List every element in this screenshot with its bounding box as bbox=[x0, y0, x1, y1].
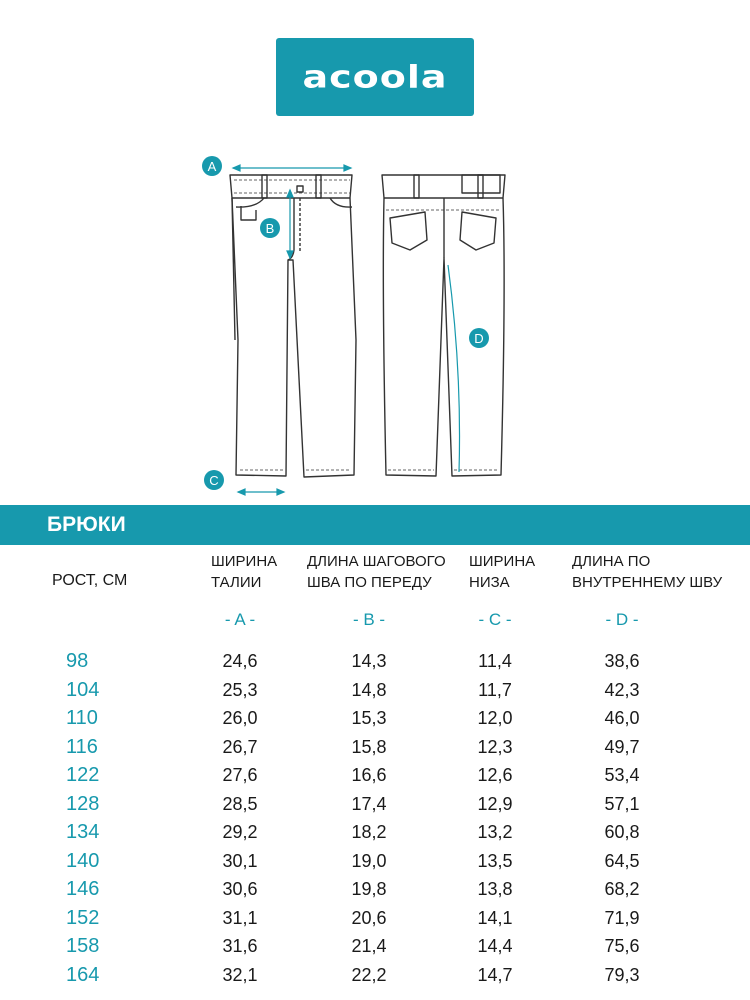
cell-size: 128 bbox=[66, 792, 100, 815]
cell-size: 134 bbox=[66, 821, 100, 843]
pants-back-view bbox=[382, 175, 505, 476]
pants-illustration bbox=[0, 140, 750, 500]
brand-logo-text: acoola bbox=[302, 58, 448, 96]
cell-a: 31,6 bbox=[222, 936, 258, 956]
cell-d: 46,0 bbox=[604, 708, 640, 728]
cell-size: 152 bbox=[66, 906, 100, 929]
cell-b: 16,6 bbox=[351, 765, 387, 785]
cell-c: 12,0 bbox=[477, 708, 513, 728]
section-banner bbox=[0, 505, 750, 545]
cell-a: 26,7 bbox=[222, 736, 258, 757]
cell-d: 57,1 bbox=[604, 793, 640, 814]
table-row bbox=[0, 648, 750, 677]
cell-size: 146 bbox=[66, 878, 100, 900]
pants-front-view bbox=[230, 175, 356, 477]
cell-c: 14,4 bbox=[477, 936, 513, 956]
cell-b: 20,6 bbox=[351, 907, 387, 928]
letter-d: - D - bbox=[605, 610, 639, 629]
marker-b-icon bbox=[260, 218, 280, 238]
cell-c: 13,5 bbox=[477, 850, 513, 871]
cell-d: 38,6 bbox=[604, 651, 640, 671]
cell-b: 21,4 bbox=[351, 936, 387, 956]
table-row bbox=[0, 933, 750, 962]
cell-d: 79,3 bbox=[604, 964, 640, 985]
section-title: БРЮКИ bbox=[47, 513, 126, 536]
svg-text:A: A bbox=[207, 159, 217, 174]
header-size: РОСТ, СМ bbox=[52, 572, 128, 589]
cell-c: 12,9 bbox=[477, 793, 513, 814]
cell-a: 24,6 bbox=[222, 651, 258, 671]
table-row bbox=[0, 705, 750, 734]
cell-d: 64,5 bbox=[604, 850, 640, 871]
svg-text:C: C bbox=[209, 473, 219, 488]
table-row bbox=[0, 762, 750, 791]
letter-b: - B - bbox=[352, 610, 386, 629]
cell-d: 53,4 bbox=[604, 765, 640, 785]
cell-size: 122 bbox=[66, 764, 100, 786]
cell-c: 12,6 bbox=[477, 765, 513, 785]
cell-c: 13,8 bbox=[477, 879, 513, 899]
brand-logo bbox=[276, 38, 474, 116]
header-inseam-length: ДЛИНА ПО ВНУТРЕННЕМУ ШВУ bbox=[572, 553, 723, 591]
cell-c: 11,4 bbox=[478, 651, 512, 671]
cell-a: 29,2 bbox=[222, 822, 258, 842]
cell-d: 42,3 bbox=[604, 679, 640, 700]
table-row bbox=[0, 791, 750, 820]
cell-d: 71,9 bbox=[604, 907, 640, 928]
marker-a-icon bbox=[202, 156, 222, 176]
svg-text:D: D bbox=[474, 331, 484, 346]
cell-b: 14,8 bbox=[351, 679, 387, 700]
cell-b: 18,2 bbox=[351, 822, 387, 842]
marker-c-icon bbox=[204, 470, 224, 490]
cell-b: 22,2 bbox=[351, 964, 387, 985]
cell-c: 11,7 bbox=[478, 679, 512, 700]
cell-b: 15,8 bbox=[351, 736, 387, 757]
cell-c: 12,3 bbox=[477, 736, 513, 757]
table-row bbox=[0, 677, 750, 706]
letter-c: - C - bbox=[478, 610, 512, 629]
cell-a: 30,1 bbox=[222, 850, 258, 871]
cell-b: 19,0 bbox=[351, 850, 387, 871]
cell-size: 140 bbox=[66, 849, 100, 872]
marker-d-icon bbox=[469, 328, 489, 348]
letter-a: - A - bbox=[224, 610, 256, 629]
header-front-rise: ДЛИНА ШАГОВОГО ШВА ПО ПЕРЕДУ bbox=[307, 553, 446, 591]
cell-a: 26,0 bbox=[222, 708, 258, 728]
cell-d: 68,2 bbox=[604, 879, 640, 899]
cell-size: 116 bbox=[66, 735, 98, 758]
cell-d: 49,7 bbox=[604, 736, 640, 757]
cell-c: 13,2 bbox=[477, 822, 513, 842]
cell-c: 14,7 bbox=[477, 964, 513, 985]
cell-a: 28,5 bbox=[222, 793, 258, 814]
cell-b: 17,4 bbox=[351, 793, 387, 814]
cell-b: 19,8 bbox=[351, 879, 387, 899]
table-row bbox=[0, 905, 750, 934]
cell-a: 30,6 bbox=[222, 879, 258, 899]
cell-a: 25,3 bbox=[222, 679, 258, 700]
cell-d: 75,6 bbox=[604, 936, 640, 956]
cell-size: 98 bbox=[66, 650, 89, 672]
table-row bbox=[0, 848, 750, 877]
header-waist-width: ШИРИНА ТАЛИИ bbox=[211, 553, 278, 591]
table-row bbox=[0, 734, 750, 763]
cell-size: 104 bbox=[66, 678, 100, 701]
cell-a: 31,1 bbox=[222, 907, 258, 928]
cell-size: 110 bbox=[66, 707, 98, 729]
table-row bbox=[0, 962, 750, 991]
size-table bbox=[0, 648, 750, 990]
cell-a: 32,1 bbox=[222, 964, 258, 985]
cell-b: 14,3 bbox=[351, 651, 387, 671]
cell-a: 27,6 bbox=[222, 765, 258, 785]
table-row bbox=[0, 876, 750, 905]
cell-size: 164 bbox=[66, 963, 100, 986]
cell-size: 158 bbox=[66, 935, 100, 957]
svg-text:B: B bbox=[265, 221, 275, 236]
cell-d: 60,8 bbox=[604, 822, 640, 842]
header-hem-width: ШИРИНА НИЗА bbox=[469, 553, 536, 591]
cell-c: 14,1 bbox=[477, 907, 513, 928]
cell-b: 15,3 bbox=[351, 708, 387, 728]
table-row bbox=[0, 819, 750, 848]
